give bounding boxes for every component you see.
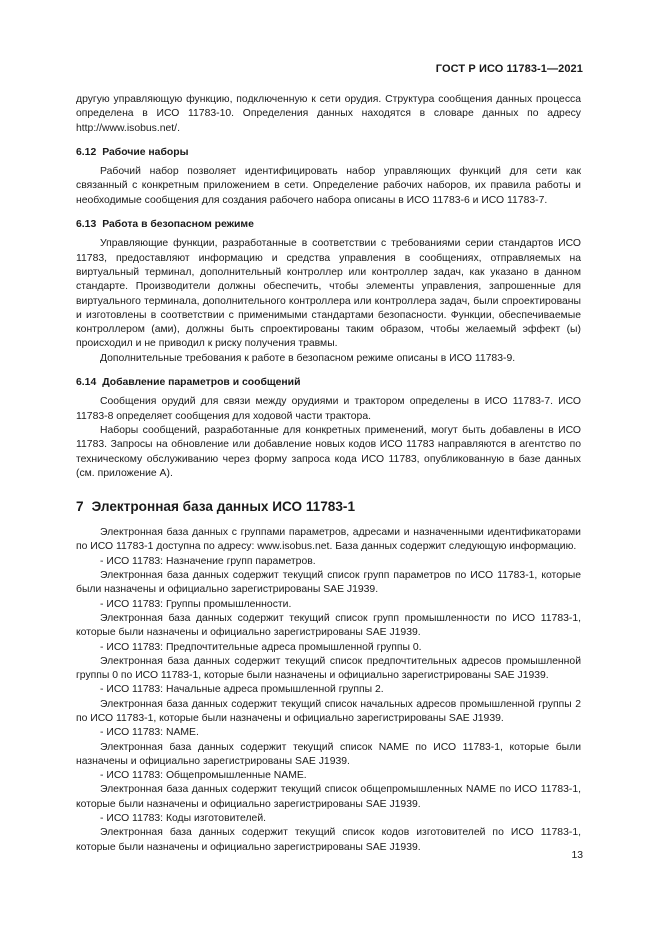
intro-paragraph: другую управляющую функцию, подключенную к сети орудия. Структура сообщения данных процесса определена в ИСО 11783-10. Определения данных находятся в словаре данных по адресу http://www.isobus.net/. xyxy=(76,94,581,134)
paragraph: Управляющие функции, разработанные в соответствии с требованиями серии стандартов ИСО 11783, предоставляют информацию и средства управления в сообщениях, отправляемых на виртуальный терминал, дополнительный контроллер или контроллер задач, как указано в данном стандарте. Производители должны обеспечить, чтобы элементы управления, запрошенные для виртуального терминала, дополнительного контроллера или контроллера задач, были спроектированы и изготовлены в соответствии с применимыми стандартами безопасности. Функции, обеспечиваемые контроллером (ами), должны быть спроектированы таким образом, чтобы желаемый эффект (ы) происходил и не приводил к риску получения травмы. xyxy=(76,238,581,350)
section-number: 6.14 xyxy=(76,377,97,389)
list-item-label: - ИСО 11783: Общепромышленные NAME. xyxy=(100,770,307,782)
section-number: 6.13 xyxy=(76,219,97,231)
list-item-label: - ИСО 11783: Группы промышленности. xyxy=(100,598,292,610)
list-item-text: Электронная база данных содержит текущий список кодов изготовителей по ИСО 11783-1, которые были назначены и официально зарегистрированы SAE J1939. xyxy=(76,827,581,853)
list-item-text: Электронная база данных содержит текущий список предпочтительных адресов промышленной группы 0 по ИСО 11783-1, которые были назначены и официально зарегистрированы SAE J1939. xyxy=(76,655,581,682)
list-item-label: - ИСО 11783: Коды изготовителей. xyxy=(100,813,267,825)
section-6-14-heading xyxy=(76,376,581,390)
page-content xyxy=(76,93,581,855)
section-title: Рабочие наборы xyxy=(102,146,189,158)
list-item-text: Электронная база данных содержит текущий список начальных адресов промышленной группы 2 по ИСО 11783-1, которые были назначены и официально зарегистрированы SAE J1939. xyxy=(76,698,581,724)
list-item-label: - ИСО 11783: Начальные адреса промышленной группы 2. xyxy=(100,684,384,696)
paragraph: Наборы сообщений, разработанные для конкретных применений, могут быть добавлены в ИСО 11783. Запросы на обновление или добавление новых кодов ИСО 11783 направляются в агентство по техническому обслуживанию через форму запроса кода ИСО 11783, опубликованную в базе данных (см. приложение А). xyxy=(76,424,581,479)
list-item-text: Электронная база данных содержит текущий список общепромышленных NAME по ИСО 11783-1, которые были назначены и официально зарегистрированы SAE J1939. xyxy=(76,784,581,810)
section-number: 6.12 xyxy=(76,146,97,158)
page-number: 13 xyxy=(571,850,583,861)
paragraph: Дополнительные требования к работе в безопасном режиме описаны в ИСО 11783-9. xyxy=(100,352,516,364)
section-title: Электронная база данных ИСО 11783-1 xyxy=(91,499,356,515)
paragraph: Рабочий набор позволяет идентифицировать набор управляющих функций для сети как связанный с конкретным приложением в сети. Определение рабочих наборов, их правила работы и необходимые сообщения для создания рабочего набора описаны в ИСО 11783-6 и ИСО 11783-7. xyxy=(76,166,581,206)
paragraph: Сообщения орудий для связи между орудиями и трактором определены в ИСО 11783-7. ИСО 11783-8 определяет сообщения для ходовой части трактора. xyxy=(76,396,581,422)
paragraph: Электронная база данных с группами параметров, адресами и назначенными идентификаторами по ИСО 11783-1 доступна по адресу: www.isobus.net. База данных содержит следующую информацию. xyxy=(76,527,581,553)
section-title: Работа в безопасном режиме xyxy=(102,219,254,231)
section-7-heading xyxy=(76,498,581,515)
list-item-text: Электронная база данных содержит текущий список групп параметров по ИСО 11783-1, которые были назначены и официально зарегистрированы SAE J1939. xyxy=(76,570,581,596)
list-item-text: Электронная база данных содержит текущий список групп промышленности по ИСО 11783-1, которые были назначены и официально зарегистрированы SAE J1939. xyxy=(76,612,581,639)
document-header: ГОСТ Р ИСО 11783-1—2021 xyxy=(435,63,583,75)
list-item-text: Электронная база данных содержит текущий список NAME по ИСО 11783-1, которые были назначены и официально зарегистрированы SAE J1939. xyxy=(76,741,581,767)
section-number: 7 xyxy=(76,499,84,515)
section-6-13-heading xyxy=(76,218,581,232)
section-6-12-heading xyxy=(76,146,581,160)
list-item-label: - ИСО 11783: Предпочтительные адреса промышленной группы 0. xyxy=(100,641,422,653)
list-item-label: - ИСО 11783: Назначение групп параметров. xyxy=(100,555,316,567)
list-item-label: - ИСО 11783: NAME. xyxy=(100,727,199,739)
section-title: Добавление параметров и сообщений xyxy=(102,377,301,389)
